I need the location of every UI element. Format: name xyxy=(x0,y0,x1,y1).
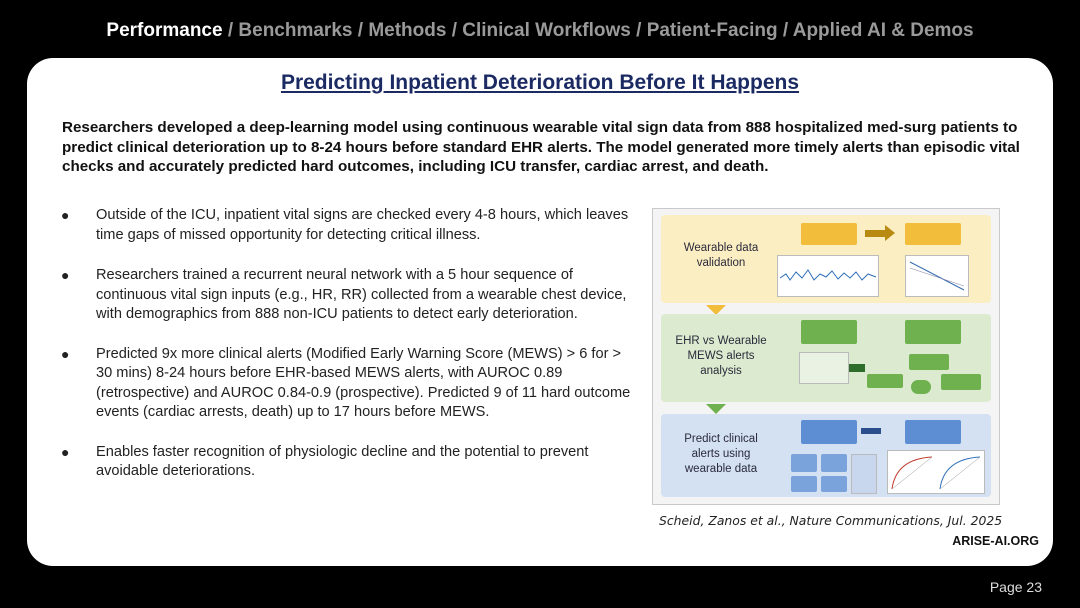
figure-box xyxy=(867,374,903,388)
bullet-dot: ● xyxy=(61,345,70,362)
figure-box xyxy=(801,223,857,245)
bullet-list xyxy=(55,206,635,502)
nav-item-performance[interactable]: Performance xyxy=(106,20,223,41)
bullet-item xyxy=(55,443,635,482)
figure-box xyxy=(791,454,817,472)
bullet-item xyxy=(55,266,635,325)
roc-curve-icon xyxy=(888,451,984,493)
flow-chart xyxy=(851,454,877,494)
bullet-text: Outside of the ICU, inpatient vital signs are checked every 4-8 hours, which leaves time gaps of missed opportunity for detecting critical illness. xyxy=(96,207,629,243)
bullet-dot: ● xyxy=(61,267,70,283)
bullet-item xyxy=(55,206,635,245)
nav-separator: / xyxy=(630,20,647,41)
roc-plot xyxy=(887,450,985,494)
brand-label: ARISE-AI.ORG xyxy=(952,534,1039,548)
panel-label: EHR vs Wearable MEWS alerts analysis xyxy=(675,335,767,377)
panel-label: Predict clinical alerts using wearable data xyxy=(684,433,758,475)
panel-label: Wearable data validation xyxy=(683,242,759,269)
nav-item-patient-facing[interactable]: Patient-Facing xyxy=(646,20,778,41)
page-number: Page 23 xyxy=(989,579,1042,595)
bullet-item xyxy=(55,345,635,423)
nav-separator: / xyxy=(352,20,369,41)
slide-title: Predicting Inpatient Deterioration Before It Happens xyxy=(280,71,800,94)
nav-item-benchmarks[interactable]: Benchmarks xyxy=(238,20,353,41)
nav-separator: / xyxy=(777,20,793,41)
arrow-right-icon xyxy=(849,364,865,372)
scatter-plot xyxy=(905,255,969,297)
figure-box xyxy=(911,380,931,394)
waveform-plot xyxy=(777,255,879,297)
figure-box xyxy=(801,320,857,344)
flow-chart xyxy=(799,352,849,384)
slide-intro: Researchers developed a deep-learning model using continuous wearable vital sign data from 888 hospitalized med-surg patients to predict clinical deterioration up to 8-24 hours before standard EHR alerts. The model generated more timely alerts than episodic vital checks and accurately predicted hard outcomes, including ICU transfer, cardiac arrest, and death. xyxy=(62,119,1020,175)
nav-item-applied-ai-demos[interactable]: Applied AI & Demos xyxy=(792,20,974,41)
waveform-icon xyxy=(778,256,878,296)
scatter-plot-icon xyxy=(906,256,968,296)
figure-box xyxy=(909,354,949,370)
figure-box xyxy=(941,374,981,390)
figure-box xyxy=(801,420,857,444)
figure-box xyxy=(905,320,961,344)
nav-separator: / xyxy=(446,20,463,41)
figure-panel-validation xyxy=(661,215,991,303)
bullet-dot: ● xyxy=(61,443,70,460)
figure-box xyxy=(821,476,847,492)
arrow-right-icon xyxy=(865,230,885,237)
nav-item-methods[interactable]: Methods xyxy=(368,20,447,41)
study-figure xyxy=(652,208,1000,505)
nav-item-clinical-workflows[interactable]: Clinical Workflows xyxy=(462,20,631,41)
arrow-right-icon xyxy=(861,428,881,434)
figure-panel-predict xyxy=(661,414,991,497)
arrow-right-icon xyxy=(885,225,895,241)
bullet-text: Predicted 9x more clinical alerts (Modified Early Warning Score (MEWS) > 6 for > 30 mins) 8-24 hours before EHR-based MEWS alerts, with AUROC 0.89 (retrospective) and AUROC 0.84-0.9 (prospective). Predicted 9 of 11 hard outcome events (cardiac arrests, death) up to 17 hours before MEWS. xyxy=(96,345,631,420)
arrow-down-icon xyxy=(706,404,726,414)
section-nav xyxy=(0,20,1080,42)
bullet-dot: ● xyxy=(61,207,70,223)
figure-box xyxy=(905,223,961,245)
slide-card xyxy=(27,58,1053,566)
bullet-text: Researchers trained a recurrent neural network with a 5 hour sequence of continuous vital sign inputs (e.g., HR, RR) collected from a wearable chest device, with demographics from 888 non-ICU patients to detect early deterioration. xyxy=(96,267,627,322)
figure-citation: Scheid, Zanos et al., Nature Communications, Jul. 2025 xyxy=(659,513,1003,528)
nav-separator: / xyxy=(222,20,239,41)
figure-box xyxy=(905,420,961,444)
figure-box xyxy=(821,454,847,472)
figure-panel-mews xyxy=(661,314,991,402)
figure-box xyxy=(791,476,817,492)
bullet-text: Enables faster recognition of physiologic decline and the potential to prevent avoidable deteriorations. xyxy=(96,443,589,479)
